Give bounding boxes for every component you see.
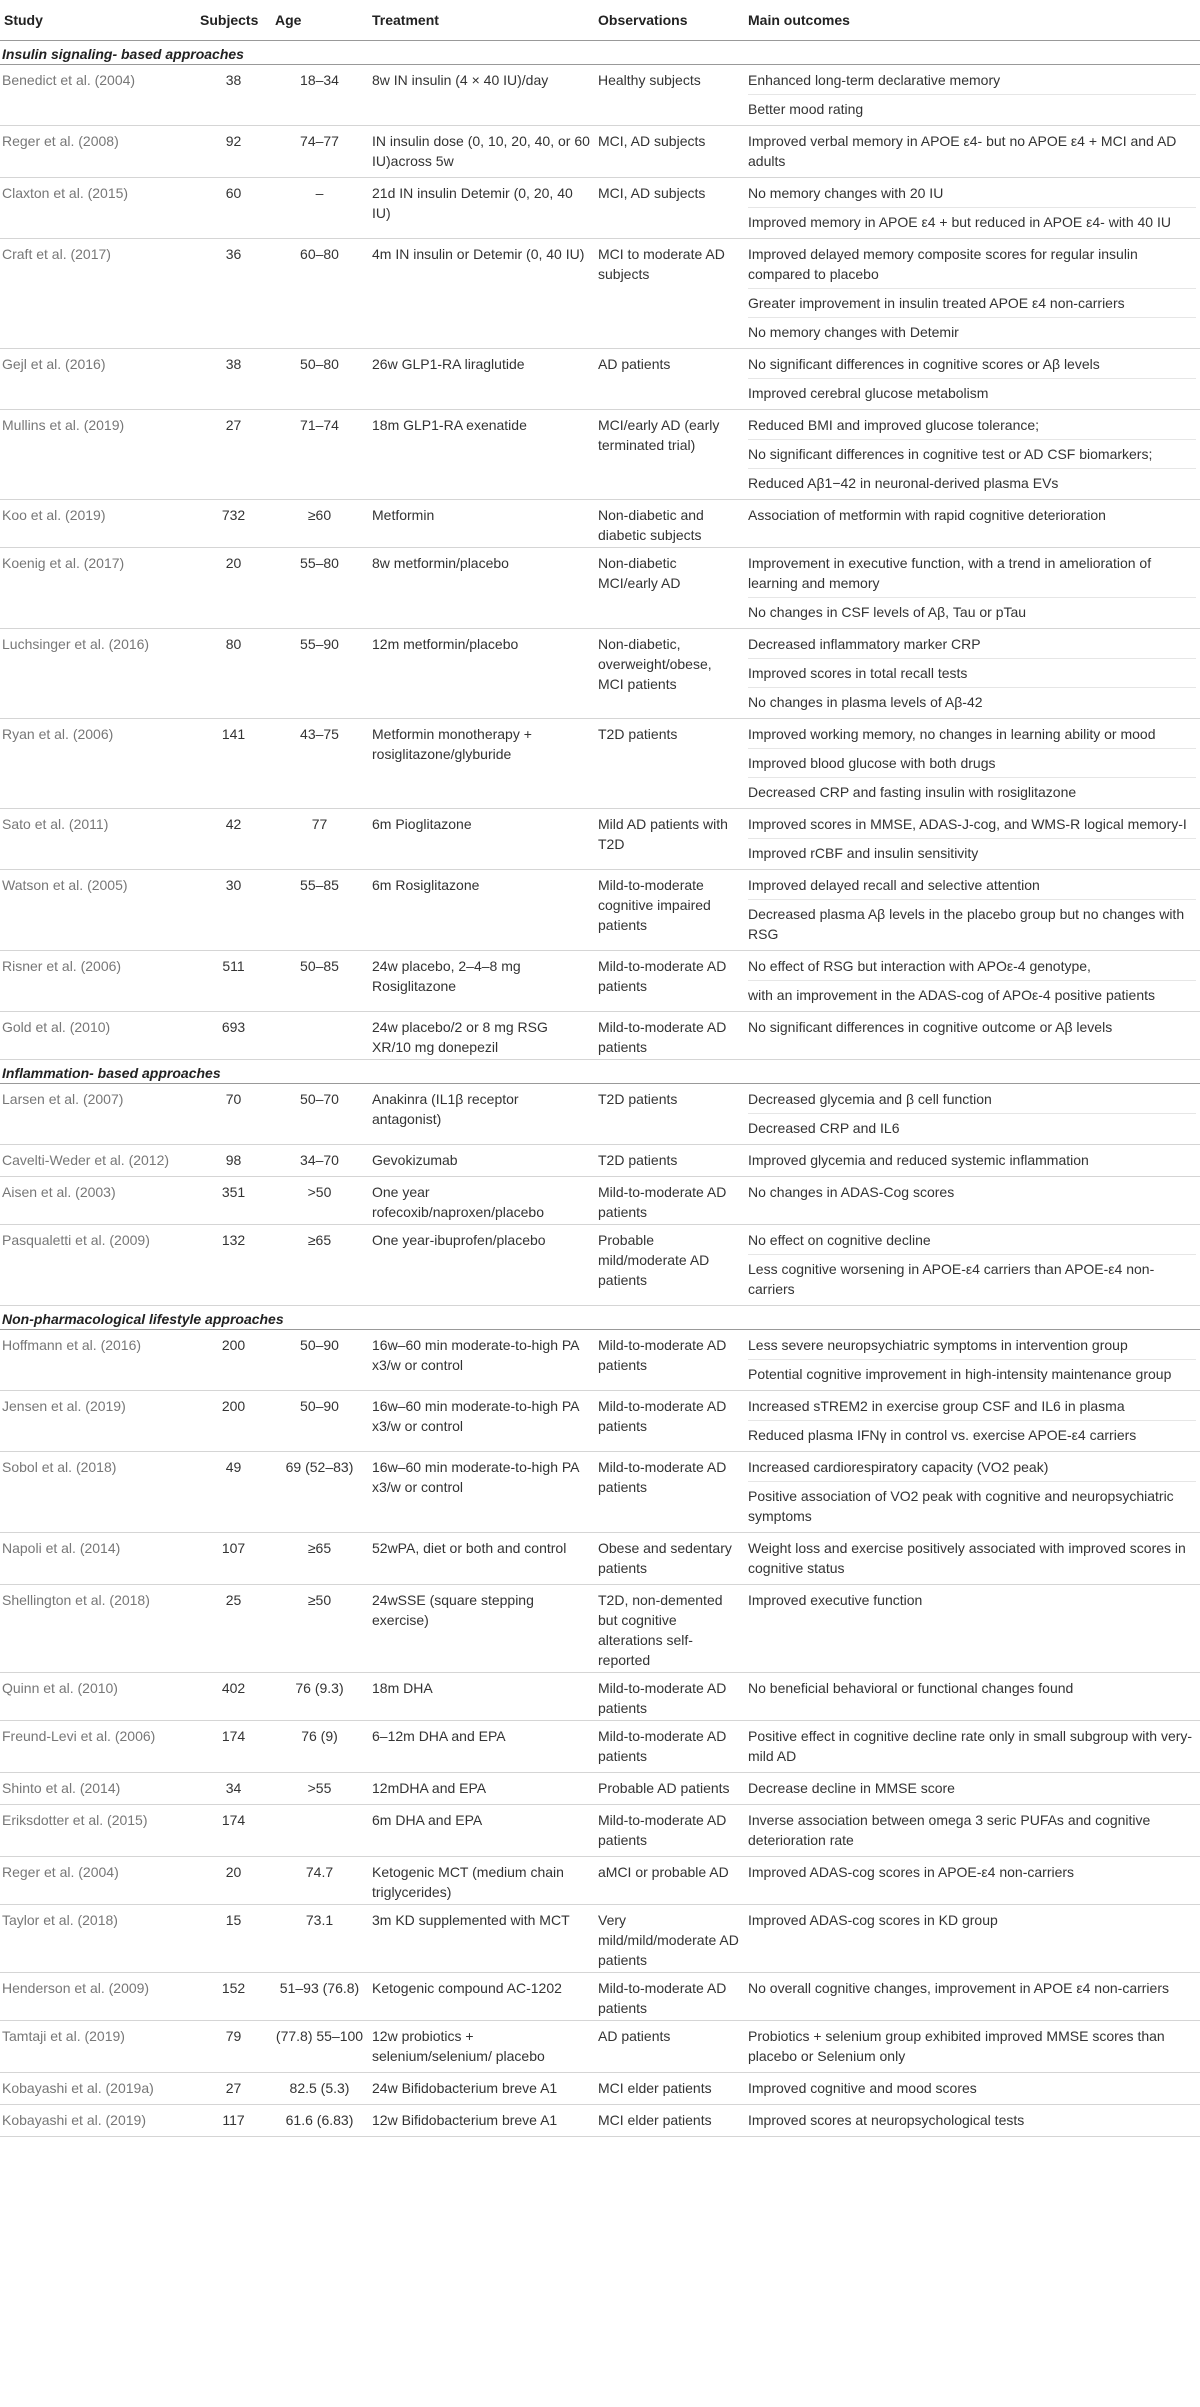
cell-observations: Mild-to-moderate AD patients [594, 1012, 744, 1060]
cell-observations: Healthy subjects [594, 65, 744, 126]
cell-study: Henderson et al. (2009) [0, 1973, 196, 2021]
cell-age: 55–90 [271, 629, 368, 719]
cell-main-outcomes [744, 410, 1200, 500]
header-age: Age [271, 0, 368, 41]
cell-study: Cavelti-Weder et al. (2012) [0, 1145, 196, 1177]
cell-age: – [271, 178, 368, 239]
cell-treatment: Anakinra (IL1β receptor antagonist) [368, 1084, 594, 1145]
table-row [0, 1391, 1200, 1452]
cell-study: Gejl et al. (2016) [0, 349, 196, 410]
cell-observations: MCI, AD subjects [594, 178, 744, 239]
outcome-line: Positive association of VO2 peak with cognitive and neuropsychiatric symptoms [748, 1481, 1196, 1530]
table-row [0, 410, 1200, 500]
cell-subjects: 38 [196, 349, 271, 410]
cell-age: 74.7 [271, 1857, 368, 1905]
cell-subjects: 38 [196, 65, 271, 126]
table-row [0, 951, 1200, 1012]
cell-main-outcomes [744, 2073, 1200, 2105]
cell-study: Aisen et al. (2003) [0, 1177, 196, 1225]
cell-treatment: 6m Rosiglitazone [368, 870, 594, 951]
cell-age: 51–93 (76.8) [271, 1973, 368, 2021]
section-row [0, 1306, 1200, 1330]
cell-age: 71–74 [271, 410, 368, 500]
cell-main-outcomes [744, 2021, 1200, 2073]
cell-observations: Probable AD patients [594, 1773, 744, 1805]
cell-treatment: 24w placebo/2 or 8 mg RSG XR/10 mg donepezil [368, 1012, 594, 1060]
outcome-line: Decreased CRP and fasting insulin with rosiglitazone [748, 777, 1196, 806]
cell-subjects: 49 [196, 1452, 271, 1533]
outcome-line: Improved executive function [748, 1592, 923, 1608]
cell-treatment: 4m IN insulin or Detemir (0, 40 IU) [368, 239, 594, 349]
cell-treatment: 21d IN insulin Detemir (0, 20, 40 IU) [368, 178, 594, 239]
cell-subjects: 36 [196, 239, 271, 349]
cell-study: Claxton et al. (2015) [0, 178, 196, 239]
cell-subjects: 132 [196, 1225, 271, 1306]
cell-treatment: Metformin monotherapy + rosiglitazone/glyburide [368, 719, 594, 809]
table-row [0, 1721, 1200, 1773]
header-treatment: Treatment [368, 0, 594, 41]
cell-observations: Mild-to-moderate AD patients [594, 1721, 744, 1773]
cell-observations: Mild-to-moderate AD patients [594, 1805, 744, 1857]
cell-age: 55–85 [271, 870, 368, 951]
cell-treatment: Ketogenic compound AC-1202 [368, 1973, 594, 2021]
cell-age: 34–70 [271, 1145, 368, 1177]
cell-subjects: 80 [196, 629, 271, 719]
outcome-line: with an improvement in the ADAS-cog of APOε-4 positive patients [748, 980, 1196, 1009]
header-subjects: Subjects [196, 0, 271, 41]
cell-study: Jensen et al. (2019) [0, 1391, 196, 1452]
cell-observations: MCI elder patients [594, 2105, 744, 2137]
cell-study: Koenig et al. (2017) [0, 548, 196, 629]
outcome-line: Association of metformin with rapid cognitive deterioration [748, 507, 1106, 523]
outcome-line: Improved ADAS-cog scores in KD group [748, 1912, 998, 1928]
cell-age [271, 1012, 368, 1060]
cell-study: Larsen et al. (2007) [0, 1084, 196, 1145]
cell-age: 76 (9) [271, 1721, 368, 1773]
outcome-line: Reduced plasma IFNγ in control vs. exercise APOE-ε4 carriers [748, 1420, 1196, 1449]
outcome-line: Improvement in executive function, with a trend in amelioration of learning and memory [748, 555, 1152, 591]
table-row [0, 2073, 1200, 2105]
cell-main-outcomes [744, 1330, 1200, 1391]
cell-age: 76 (9.3) [271, 1673, 368, 1721]
cell-subjects: 200 [196, 1330, 271, 1391]
cell-main-outcomes [744, 548, 1200, 629]
cell-observations: Mild-to-moderate AD patients [594, 1452, 744, 1533]
cell-treatment: 6m Pioglitazone [368, 809, 594, 870]
outcome-line: Improved glycemia and reduced systemic inflammation [748, 1152, 1089, 1168]
cell-treatment: 16w–60 min moderate-to-high PA x3/w or control [368, 1452, 594, 1533]
cell-treatment: 52wPA, diet or both and control [368, 1533, 594, 1585]
cell-study: Reger et al. (2004) [0, 1857, 196, 1905]
cell-subjects: 107 [196, 1533, 271, 1585]
table-row [0, 1857, 1200, 1905]
cell-subjects: 98 [196, 1145, 271, 1177]
outcome-line: No changes in CSF levels of Aβ, Tau or pTau [748, 597, 1196, 626]
cell-treatment: 18m GLP1-RA exenatide [368, 410, 594, 500]
outcome-line: No beneficial behavioral or functional changes found [748, 1680, 1074, 1696]
outcome-line: Potential cognitive improvement in high-intensity maintenance group [748, 1359, 1196, 1388]
cell-study: Shinto et al. (2014) [0, 1773, 196, 1805]
cell-main-outcomes [744, 2105, 1200, 2137]
table-row [0, 1452, 1200, 1533]
cell-subjects: 402 [196, 1673, 271, 1721]
outcome-line: No memory changes with Detemir [748, 317, 1196, 346]
table-row [0, 1145, 1200, 1177]
cell-subjects: 34 [196, 1773, 271, 1805]
cell-study: Reger et al. (2008) [0, 126, 196, 178]
cell-observations: Mild-to-moderate AD patients [594, 1177, 744, 1225]
cell-study: Freund-Levi et al. (2006) [0, 1721, 196, 1773]
cell-treatment: 16w–60 min moderate-to-high PA x3/w or control [368, 1330, 594, 1391]
cell-main-outcomes [744, 1805, 1200, 1857]
table-row [0, 2021, 1200, 2073]
outcome-line: Enhanced long-term declarative memory [748, 72, 1001, 88]
cell-treatment: 6–12m DHA and EPA [368, 1721, 594, 1773]
cell-main-outcomes [744, 951, 1200, 1012]
cell-age: ≥65 [271, 1225, 368, 1306]
outcome-line: No changes in plasma levels of Aβ-42 [748, 687, 1196, 716]
cell-age: 18–34 [271, 65, 368, 126]
cell-subjects: 152 [196, 1973, 271, 2021]
cell-age: ≥50 [271, 1585, 368, 1673]
cell-main-outcomes [744, 1857, 1200, 1905]
cell-main-outcomes [744, 1012, 1200, 1060]
cell-subjects: 174 [196, 1805, 271, 1857]
cell-main-outcomes [744, 870, 1200, 951]
table-row [0, 349, 1200, 410]
cell-treatment: 24w Bifidobacterium breve A1 [368, 2073, 594, 2105]
cell-observations: Mild-to-moderate cognitive impaired patients [594, 870, 744, 951]
table-row [0, 809, 1200, 870]
cell-treatment: 8w metformin/placebo [368, 548, 594, 629]
cell-treatment: Gevokizumab [368, 1145, 594, 1177]
cell-treatment: 8w IN insulin (4 × 40 IU)/day [368, 65, 594, 126]
cell-age: ≥65 [271, 1533, 368, 1585]
cell-main-outcomes [744, 1585, 1200, 1673]
outcome-line: Weight loss and exercise positively associated with improved scores in cognitive status [748, 1540, 1186, 1576]
cell-observations: AD patients [594, 2021, 744, 2073]
cell-observations: MCI to moderate AD subjects [594, 239, 744, 349]
outcome-line: No effect of RSG but interaction with APOε-4 genotype, [748, 958, 1091, 974]
cell-main-outcomes [744, 1673, 1200, 1721]
cell-observations: Mild-to-moderate AD patients [594, 1330, 744, 1391]
header-observations: Observations [594, 0, 744, 41]
cell-observations: Mild-to-moderate AD patients [594, 1391, 744, 1452]
cell-age: 77 [271, 809, 368, 870]
cell-treatment: 12mDHA and EPA [368, 1773, 594, 1805]
table-row [0, 1905, 1200, 1973]
cell-age: 69 (52–83) [271, 1452, 368, 1533]
cell-treatment: 16w–60 min moderate-to-high PA x3/w or control [368, 1391, 594, 1452]
section-title: Non-pharmacological lifestyle approaches [0, 1306, 1200, 1330]
outcome-line: Positive effect in cognitive decline rate only in small subgroup with very-mild AD [748, 1728, 1193, 1764]
cell-main-outcomes [744, 1145, 1200, 1177]
outcome-line: No significant differences in cognitive outcome or Aβ levels [748, 1019, 1113, 1035]
cell-age: 55–80 [271, 548, 368, 629]
section-row [0, 1060, 1200, 1084]
cell-age: 60–80 [271, 239, 368, 349]
outcome-line: Improved delayed recall and selective attention [748, 877, 1040, 893]
table-row [0, 629, 1200, 719]
cell-study: Luchsinger et al. (2016) [0, 629, 196, 719]
cell-treatment: One year-ibuprofen/placebo [368, 1225, 594, 1306]
cell-main-outcomes [744, 500, 1200, 548]
outcome-line: Improved rCBF and insulin sensitivity [748, 838, 1196, 867]
cell-main-outcomes [744, 65, 1200, 126]
cell-main-outcomes [744, 178, 1200, 239]
outcome-line: No effect on cognitive decline [748, 1232, 931, 1248]
cell-study: Watson et al. (2005) [0, 870, 196, 951]
cell-main-outcomes [744, 239, 1200, 349]
cell-observations: MCI, AD subjects [594, 126, 744, 178]
outcome-line: Improved cognitive and mood scores [748, 2080, 977, 2096]
table-body [0, 41, 1200, 2137]
outcome-line: Improved scores in MMSE, ADAS-J-cog, and WMS-R logical memory-I [748, 816, 1187, 832]
outcome-line: Reduced BMI and improved glucose tolerance; [748, 417, 1040, 433]
outcome-line: Decreased plasma Aβ levels in the placebo group but no changes with RSG [748, 899, 1196, 948]
cell-main-outcomes [744, 1973, 1200, 2021]
cell-study: Napoli et al. (2014) [0, 1533, 196, 1585]
cell-observations: AD patients [594, 349, 744, 410]
cell-observations: Non-diabetic, overweight/obese, MCI patients [594, 629, 744, 719]
cell-subjects: 15 [196, 1905, 271, 1973]
cell-age: 50–70 [271, 1084, 368, 1145]
outcome-line: Increased cardiorespiratory capacity (VO2 peak) [748, 1459, 1049, 1475]
table-row [0, 1585, 1200, 1673]
table-row [0, 1084, 1200, 1145]
cell-age [271, 1805, 368, 1857]
cell-treatment: 24wSSE (square stepping exercise) [368, 1585, 594, 1673]
cell-subjects: 511 [196, 951, 271, 1012]
header-row [0, 0, 1200, 41]
outcome-line: Improved blood glucose with both drugs [748, 748, 1196, 777]
cell-observations: Mild AD patients with T2D [594, 809, 744, 870]
cell-age: 82.5 (5.3) [271, 2073, 368, 2105]
cell-study: Pasqualetti et al. (2009) [0, 1225, 196, 1306]
cell-study: Quinn et al. (2010) [0, 1673, 196, 1721]
cell-treatment: 24w placebo, 2–4–8 mg Rosiglitazone [368, 951, 594, 1012]
cell-subjects: 25 [196, 1585, 271, 1673]
cell-age: >50 [271, 1177, 368, 1225]
cell-subjects: 117 [196, 2105, 271, 2137]
table-row [0, 1973, 1200, 2021]
cell-age: 73.1 [271, 1905, 368, 1973]
cell-treatment: 6m DHA and EPA [368, 1805, 594, 1857]
outcome-line: No overall cognitive changes, improvement in APOE ε4 non-carriers [748, 1980, 1169, 1996]
cell-main-outcomes [744, 1533, 1200, 1585]
cell-study: Taylor et al. (2018) [0, 1905, 196, 1973]
cell-subjects: 79 [196, 2021, 271, 2073]
outcome-line: Improved scores in total recall tests [748, 658, 1196, 687]
cell-subjects: 351 [196, 1177, 271, 1225]
cell-study: Sato et al. (2011) [0, 809, 196, 870]
cell-age: 61.6 (6.83) [271, 2105, 368, 2137]
cell-study: Ryan et al. (2006) [0, 719, 196, 809]
cell-study: Tamtaji et al. (2019) [0, 2021, 196, 2073]
cell-main-outcomes [744, 1905, 1200, 1973]
cell-observations: Probable mild/moderate AD patients [594, 1225, 744, 1306]
cell-treatment: 12m metformin/placebo [368, 629, 594, 719]
cell-study: Kobayashi et al. (2019) [0, 2105, 196, 2137]
outcome-line: Improved verbal memory in APOE ε4- but no APOE ε4 + MCI and AD adults [748, 133, 1177, 169]
cell-observations: Mild-to-moderate AD patients [594, 1673, 744, 1721]
cell-subjects: 200 [196, 1391, 271, 1452]
cell-subjects: 92 [196, 126, 271, 178]
table-row [0, 1225, 1200, 1306]
section-title: Inflammation- based approaches [0, 1060, 1200, 1084]
cell-observations: T2D patients [594, 719, 744, 809]
table-row [0, 126, 1200, 178]
cell-age: 43–75 [271, 719, 368, 809]
cell-main-outcomes [744, 809, 1200, 870]
cell-main-outcomes [744, 629, 1200, 719]
cell-treatment: Metformin [368, 500, 594, 548]
cell-observations: T2D patients [594, 1145, 744, 1177]
cell-observations: MCI/early AD (early terminated trial) [594, 410, 744, 500]
cell-subjects: 27 [196, 410, 271, 500]
cell-age: 50–85 [271, 951, 368, 1012]
cell-observations: Obese and sedentary patients [594, 1533, 744, 1585]
table-row [0, 65, 1200, 126]
table-row [0, 1177, 1200, 1225]
outcome-line: Less severe neuropsychiatric symptoms in intervention group [748, 1337, 1128, 1353]
table-row [0, 500, 1200, 548]
cell-age: 50–90 [271, 1330, 368, 1391]
cell-main-outcomes [744, 1773, 1200, 1805]
cell-treatment: One year rofecoxib/naproxen/placebo [368, 1177, 594, 1225]
section-title: Insulin signaling- based approaches [0, 41, 1200, 65]
cell-main-outcomes [744, 1452, 1200, 1533]
cell-study: Risner et al. (2006) [0, 951, 196, 1012]
cell-study: Sobol et al. (2018) [0, 1452, 196, 1533]
outcome-line: Decrease decline in MMSE score [748, 1780, 955, 1796]
cell-study: Eriksdotter et al. (2015) [0, 1805, 196, 1857]
cell-age: 74–77 [271, 126, 368, 178]
cell-subjects: 60 [196, 178, 271, 239]
cell-treatment: IN insulin dose (0, 10, 20, 40, or 60 IU)across 5w [368, 126, 594, 178]
cell-study: Shellington et al. (2018) [0, 1585, 196, 1673]
cell-subjects: 174 [196, 1721, 271, 1773]
cell-study: Benedict et al. (2004) [0, 65, 196, 126]
outcome-line: Reduced Aβ1−42 in neuronal-derived plasma EVs [748, 468, 1196, 497]
cell-study: Gold et al. (2010) [0, 1012, 196, 1060]
cell-treatment: 12w Bifidobacterium breve A1 [368, 2105, 594, 2137]
cell-main-outcomes [744, 719, 1200, 809]
cell-subjects: 20 [196, 548, 271, 629]
outcome-line: No changes in ADAS-Cog scores [748, 1184, 955, 1200]
cell-subjects: 20 [196, 1857, 271, 1905]
cell-study: Craft et al. (2017) [0, 239, 196, 349]
cell-subjects: 141 [196, 719, 271, 809]
cell-subjects: 27 [196, 2073, 271, 2105]
cell-age: 50–90 [271, 1391, 368, 1452]
cell-main-outcomes [744, 1225, 1200, 1306]
table-row [0, 1673, 1200, 1721]
cell-age: >55 [271, 1773, 368, 1805]
cell-treatment: 26w GLP1-RA liraglutide [368, 349, 594, 410]
table-row [0, 1330, 1200, 1391]
outcome-line: Improved cerebral glucose metabolism [748, 378, 1196, 407]
cell-subjects: 693 [196, 1012, 271, 1060]
cell-treatment: 18m DHA [368, 1673, 594, 1721]
outcome-line: Decreased glycemia and β cell function [748, 1091, 992, 1107]
cell-treatment: Ketogenic MCT (medium chain triglycerides) [368, 1857, 594, 1905]
table-row [0, 239, 1200, 349]
cell-treatment: 12w probiotics + selenium/selenium/ placebo [368, 2021, 594, 2073]
table-row [0, 1805, 1200, 1857]
cell-observations: T2D patients [594, 1084, 744, 1145]
cell-main-outcomes [744, 126, 1200, 178]
cell-main-outcomes [744, 1391, 1200, 1452]
table-row [0, 1533, 1200, 1585]
table-row [0, 548, 1200, 629]
table-row [0, 719, 1200, 809]
outcome-line: Better mood rating [748, 94, 1196, 123]
cell-observations: MCI elder patients [594, 2073, 744, 2105]
cell-age: 50–80 [271, 349, 368, 410]
cell-subjects: 42 [196, 809, 271, 870]
cell-observations: Non-diabetic and diabetic subjects [594, 500, 744, 548]
table-row [0, 1012, 1200, 1060]
cell-observations: T2D, non-demented but cognitive alterations self-reported [594, 1585, 744, 1673]
cell-age: (77.8) 55–100 [271, 2021, 368, 2073]
outcome-line: Greater improvement in insulin treated APOE ε4 non-carriers [748, 288, 1196, 317]
outcome-line: Improved delayed memory composite scores for regular insulin compared to placebo [748, 246, 1138, 282]
cell-study: Koo et al. (2019) [0, 500, 196, 548]
cell-observations: Very mild/mild/moderate AD patients [594, 1905, 744, 1973]
outcome-line: Improved memory in APOE ε4 + but reduced in APOE ε4- with 40 IU [748, 207, 1196, 236]
header-study: Study [0, 0, 196, 41]
outcome-line: Improved working memory, no changes in learning ability or mood [748, 726, 1156, 742]
table-row [0, 2105, 1200, 2137]
cell-subjects: 30 [196, 870, 271, 951]
table-row [0, 178, 1200, 239]
cell-subjects: 732 [196, 500, 271, 548]
table-row [0, 870, 1200, 951]
outcome-line: Inverse association between omega 3 seric PUFAs and cognitive deterioration rate [748, 1812, 1151, 1848]
cell-study: Mullins et al. (2019) [0, 410, 196, 500]
cell-main-outcomes [744, 1084, 1200, 1145]
outcome-line: Decreased CRP and IL6 [748, 1113, 1196, 1142]
cell-study: Hoffmann et al. (2016) [0, 1330, 196, 1391]
outcome-line: Increased sTREM2 in exercise group CSF and IL6 in plasma [748, 1398, 1125, 1414]
cell-observations: Mild-to-moderate AD patients [594, 1973, 744, 2021]
outcome-line: Decreased inflammatory marker CRP [748, 636, 981, 652]
cell-study: Kobayashi et al. (2019a) [0, 2073, 196, 2105]
cell-main-outcomes [744, 1721, 1200, 1773]
outcome-line: Less cognitive worsening in APOE-ε4 carriers than APOE-ε4 non-carriers [748, 1254, 1196, 1303]
cell-observations: Mild-to-moderate AD patients [594, 951, 744, 1012]
outcome-line: No significant differences in cognitive test or AD CSF biomarkers; [748, 439, 1196, 468]
outcome-line: Improved ADAS-cog scores in APOE-ε4 non-carriers [748, 1864, 1075, 1880]
outcome-line: No memory changes with 20 IU [748, 185, 944, 201]
cell-observations: aMCI or probable AD [594, 1857, 744, 1905]
cell-main-outcomes [744, 349, 1200, 410]
cell-subjects: 70 [196, 1084, 271, 1145]
cell-age: ≥60 [271, 500, 368, 548]
cell-main-outcomes [744, 1177, 1200, 1225]
section-row [0, 41, 1200, 65]
cell-treatment: 3m KD supplemented with MCT [368, 1905, 594, 1973]
outcome-line: Probiotics + selenium group exhibited improved MMSE scores than placebo or Selenium only [748, 2028, 1165, 2064]
outcome-line: Improved scores at neuropsychological tests [748, 2112, 1025, 2128]
cell-observations: Non-diabetic MCI/early AD [594, 548, 744, 629]
table-row [0, 1773, 1200, 1805]
header-main-outcomes: Main outcomes [744, 0, 1200, 41]
outcome-line: No significant differences in cognitive scores or Aβ levels [748, 356, 1100, 372]
